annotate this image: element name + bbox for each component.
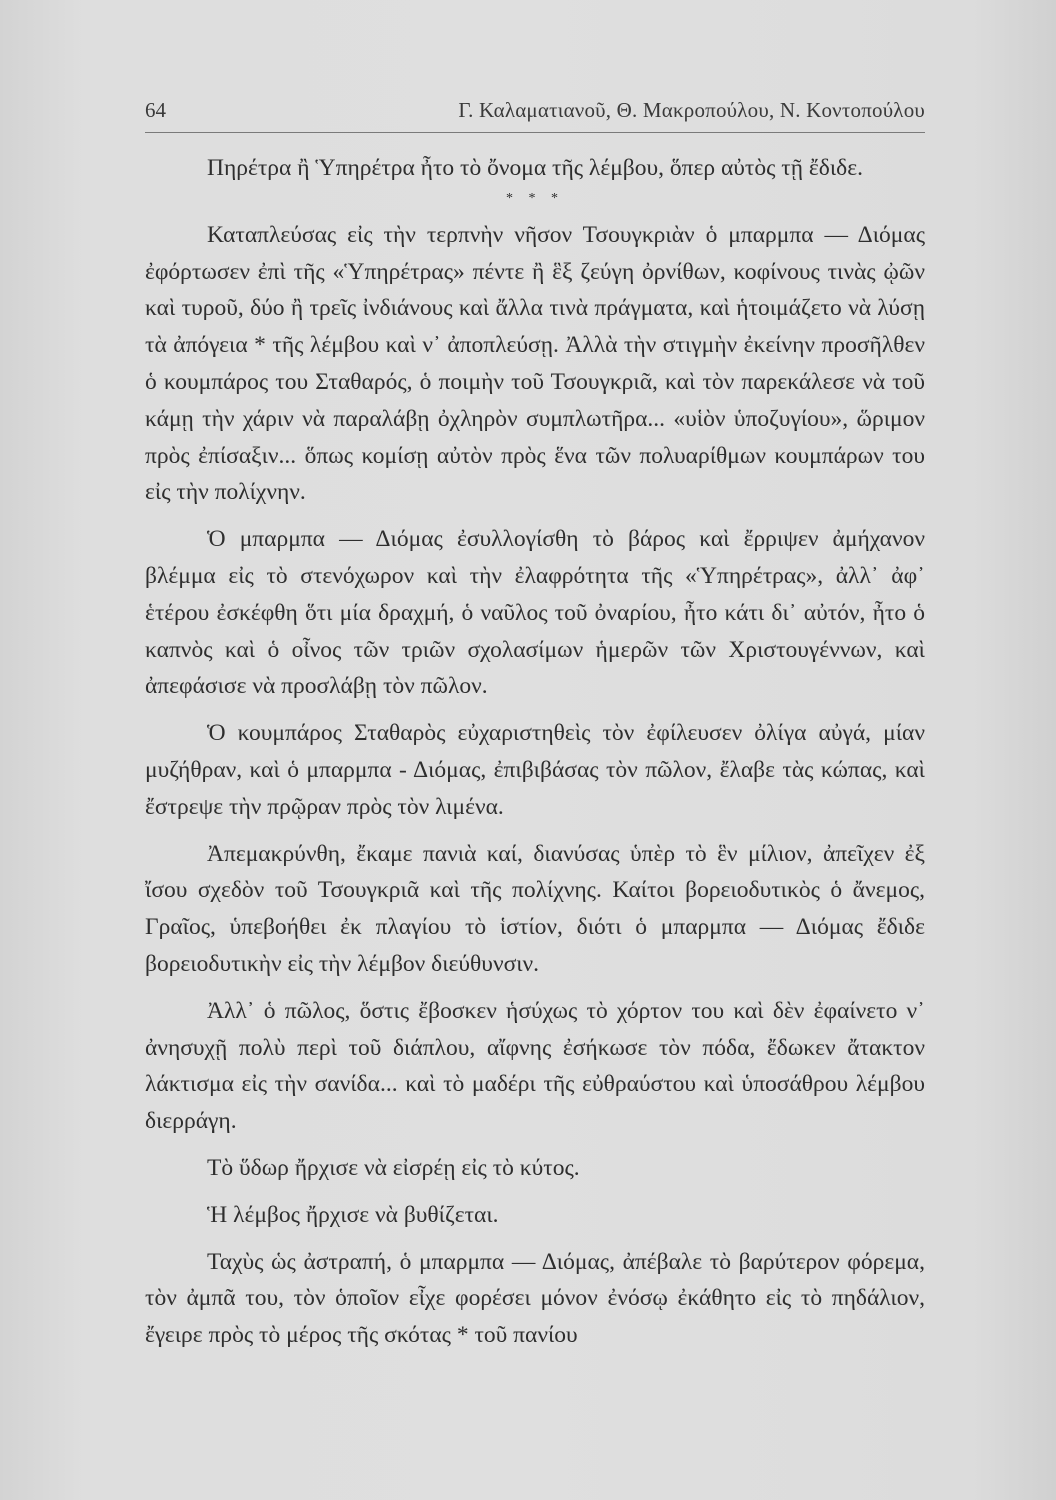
paragraph: Ἡ λέμβος ἤρχισε νὰ βυθίζεται.	[207, 1201, 499, 1228]
paragraph: Ὁ κουμπάρος Σταθαρὸς εὐχαριστηθεὶς τὸν ἐφίλευσεν ὀλίγα αὐγά, μίαν μυζήθραν, καὶ ὁ μπαρμπα - Διόμας, ἐπιβιβάσας τὸν πῶλον, ἔλαβε τὰς κώπας, καὶ ἔστρεψε τὴν πρῷραν πρὸς τὸν λιμένα.	[145, 720, 925, 820]
section-separator: * * *	[506, 190, 564, 206]
page-number: 64	[145, 98, 166, 122]
paragraph: Πηρέτρα ἢ Ὑπηρέτρα ἦτο τὸ ὄνομα τῆς λέμβου, ὅπερ αὐτὸς τῇ ἔδιδε.	[207, 155, 863, 181]
paragraph: Ταχὺς ὡς ἀστραπή, ὁ μπαρμπα — Διόμας, ἀπέβαλε τὸ βαρύτερον φόρεμα, τὸν ἀμπᾶ του, τὸν ὁποῖον εἶχε φορέσει μόνον ἐνόσῳ ἐκάθητο εἰς τὸ πηδάλιον, ἔγειρε πρὸς τὸ μέρος τῆς σκότας * τοῦ πανίου	[145, 1248, 925, 1349]
paragraph: Καταπλεύσας εἰς τὴν τερπνὴν νῆσον Τσουγκριὰν ὁ μπαρμπα — Διόμας ἐφόρτωσεν ἐπὶ τῆς «Ὑπηρέτρας» πέντε ἢ ἓξ ζεύγη ὀρνίθων, κοφίνους τινὰς ᾠῶν καὶ τυροῦ, δύο ἢ τρεῖς ἰνδιάνους καὶ ἄλλα τινὰ πράγματα, καὶ ἡτοιμάζετο νὰ λύσῃ τὰ ἀπόγεια * τῆς λέμβου καὶ ν᾽ ἀποπλεύσῃ. Ἀλλὰ τὴν στιγμὴν ἐκείνην προσῆλθεν ὁ κουμπάρος του Σταθαρός, ὁ ποιμὴν τοῦ Τσουγκριᾶ, καὶ τὸν παρεκάλεσε νὰ τοῦ κάμῃ τὴν χάριν νὰ παραλάβῃ ὀχληρὸν συμπλωτῆρα... «υἱὸν ὑποζυγίου», ὥριμον πρὸς ἐπίσαξιν... ὅπως κομίσῃ αὐτὸν πρὸς ἕνα τῶν πολυαρίθμων κουμπάρων του εἰς τὴν πολίχνην.	[145, 221, 925, 506]
running-head-authors: Γ. Καλαματιανοῦ, Θ. Μακροπούλου, Ν. Κοντοπούλου	[458, 98, 925, 122]
paragraph: Ἀπεμακρύνθη, ἔκαμε πανιὰ καί, διανύσας ὑπὲρ τὸ ἓν μίλιον, ἀπεῖχεν ἐξ ἴσου σχεδὸν τοῦ Τσουγκριᾶ καὶ τῆς πολίχνης. Καίτοι βορειοδυτικὸς ὁ ἄνεμος, Γραῖος, ὑπεβοήθει ἐκ πλαγίου τὸ ἱστίον, διότι ὁ μπαρμπα — Διόμας ἔδιδε βορειοδυτικὴν εἰς τὴν λέμβον διεύθυνσιν.	[145, 840, 925, 977]
body-text	[145, 150, 925, 1354]
running-header	[145, 96, 925, 133]
paragraph: Ἀλλ᾽ ὁ πῶλος, ὅστις ἔβοσκεν ἡσύχως τὸ χόρτον του καὶ δὲν ἐφαίνετο ν᾽ ἀνησυχῇ πολὺ περὶ τοῦ διάπλου, αἴφνης ἐσήκωσε τὸν πόδα, ἔδωκεν ἄτακτον λάκτισμα εἰς τὴν σανίδα... καὶ τὸ μαδέρι τῆς εὐθραύστου καὶ ὑποσάθρου λέμβου διερράγη.	[145, 997, 925, 1135]
paragraph: Τὸ ὕδωρ ἤρχισε νὰ εἰσρέῃ εἰς τὸ κύτος.	[207, 1154, 580, 1181]
paragraph: Ὁ μπαρμπα — Διόμας ἐσυλλογίσθη τὸ βάρος καὶ ἔρριψεν ἀμήχανον βλέμμα εἰς τὸ στενόχωρον καὶ τὴν ἐλαφρότητα τῆς «Ὑπηρέτρας», ἀλλ᾽ ἀφ᾽ ἑτέρου ἐσκέφθη ὅτι μία δραχμή, ὁ ναῦλος τοῦ ὀναρίου, ἦτο κάτι δι᾽ αὐτόν, ἦτο ὁ καπνὸς καὶ ὁ οἶνος τῶν τριῶν σχολασίμων ἡμερῶν τῶν Χριστουγέννων, καὶ ἀπεφάσισε νὰ προσλάβῃ τὸν πῶλον.	[145, 526, 925, 700]
